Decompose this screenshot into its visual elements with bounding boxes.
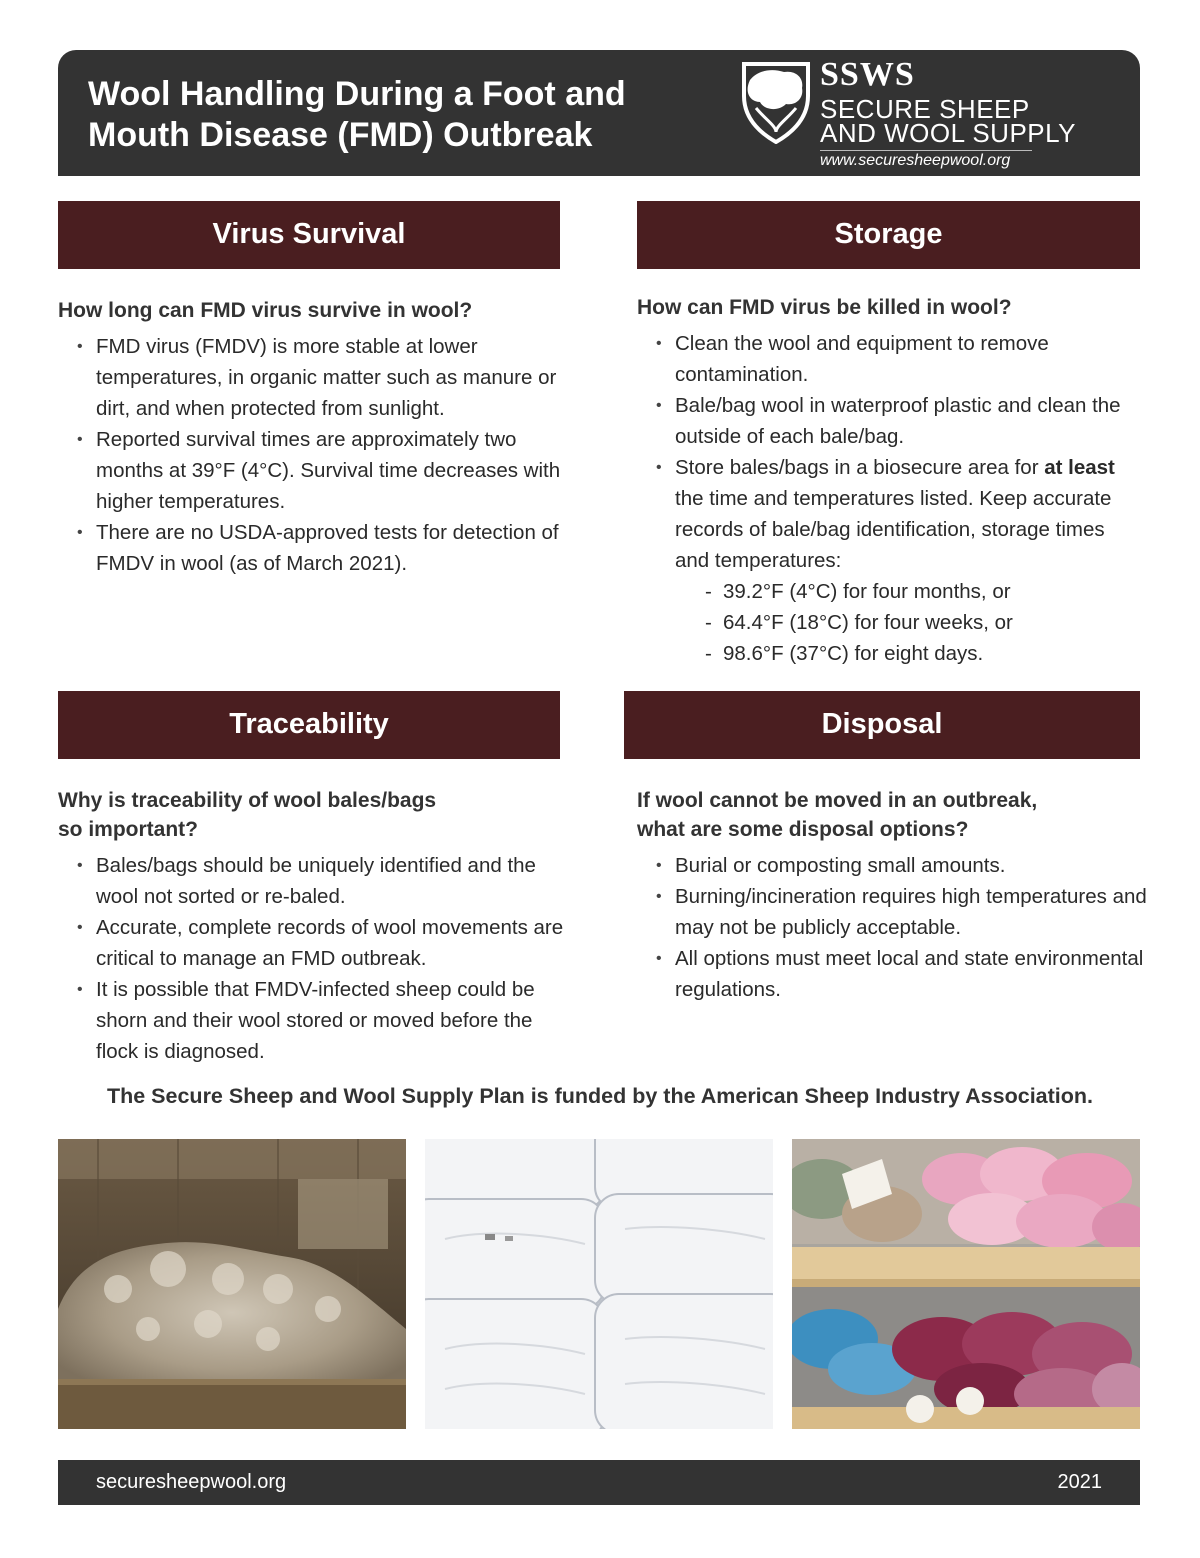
disposal-question [637, 786, 1147, 844]
section-header-virus-survival: Virus Survival [58, 201, 560, 269]
list-item: • Accurate, complete records of wool movements are critical to manage an FMD outbreak. [96, 912, 568, 974]
footer-bar [58, 1460, 1140, 1505]
list-item: • Burning/incineration requires high temperatures and may not be publicly acceptable. [675, 881, 1147, 943]
list-item: • Bales/bags should be uniquely identified and the wool not sorted or re-baled. [96, 850, 568, 912]
list-item: • FMD virus (FMDV) is more stable at lower temperatures, in organic matter such as manure or dirt, and when protected from sunlight. [96, 331, 568, 424]
funding-note: The Secure Sheep and Wool Supply Plan is funded by the American Sheep Industry Association. [106, 1084, 1093, 1108]
list-item: • Reported survival times are approximately two months at 39°F (4°C). Survival time decreases with higher temperatures. [96, 424, 568, 517]
logo-divider [820, 150, 1032, 151]
traceability-list [58, 850, 568, 1067]
list-item: • It is possible that FMDV-infected sheep could be shorn and their wool stored or moved before the flock is diagnosed. [96, 974, 568, 1067]
traceability-question-line2: so important? [58, 818, 198, 841]
storage-temperature-list [675, 576, 1140, 669]
logo-name-line1: SECURE SHEEP [820, 94, 1030, 124]
disposal-content [637, 786, 1147, 1005]
traceability-content [58, 786, 568, 1067]
footer-url-link[interactable]: securesheepwool.org [96, 1471, 287, 1493]
disposal-question-line2: what are some disposal options? [637, 818, 969, 841]
storage-list [637, 328, 1140, 576]
virus-survival-content [58, 296, 568, 579]
list-item: • Bale/bag wool in waterproof plastic and clean the outside of each bale/bag. [675, 390, 1140, 452]
list-item: • Burial or composting small amounts. [675, 850, 1147, 881]
storage-bullet3-start: Store bales/bags in a biosecure area for [675, 456, 1045, 479]
section-header-storage: Storage [637, 201, 1140, 269]
list-item [675, 452, 1140, 576]
yarn-skeins-photo [792, 1139, 1140, 1429]
storage-content [637, 293, 1140, 669]
sheep-shield-icon [738, 60, 814, 144]
list-item: • There are no USDA-approved tests for detection of FMDV in wool (as of March 2021). [96, 517, 568, 579]
logo-abbreviation: SSWS [820, 56, 915, 93]
wool-fleece-photo [58, 1139, 406, 1429]
list-item: - 64.4°F (18°C) for four weeks, or [723, 607, 1140, 638]
disposal-list [637, 850, 1147, 1005]
list-item: • Clean the wool and equipment to remove contamination. [675, 328, 1140, 390]
logo-url-link[interactable]: www.securesheepwool.org [820, 152, 1011, 169]
section-header-disposal: Disposal [624, 691, 1140, 759]
footer-year: 2021 [1057, 1471, 1102, 1493]
virus-survival-list [58, 331, 568, 579]
storage-question: How can FMD virus be killed in wool? [637, 296, 1012, 319]
virus-survival-question: How long can FMD virus survive in wool? [58, 299, 473, 322]
storage-bullet3-emphasis: at least [1044, 456, 1115, 479]
traceability-question [58, 786, 568, 844]
ssws-logo[interactable] [738, 58, 1138, 172]
list-item: • All options must meet local and state environmental regulations. [675, 943, 1147, 1005]
traceability-question-line1: Why is traceability of wool bales/bags [58, 789, 437, 812]
page-title: Wool Handling During a Foot and Mouth Disease (FMD) Outbreak [88, 75, 626, 154]
wool-bales-photo [425, 1139, 773, 1429]
storage-bullet3-end: the time and temperatures listed. Keep accurate records of bale/bag identification, storage times and temperatures: [675, 487, 1112, 572]
disposal-question-line1: If wool cannot be moved in an outbreak, [637, 789, 1038, 812]
logo-name-line2: AND WOOL SUPPLY [820, 118, 1076, 148]
list-item: - 98.6°F (37°C) for eight days. [723, 638, 1140, 669]
section-header-traceability: Traceability [58, 691, 560, 759]
header-banner [58, 50, 1140, 176]
list-item: - 39.2°F (4°C) for four months, or [723, 576, 1140, 607]
